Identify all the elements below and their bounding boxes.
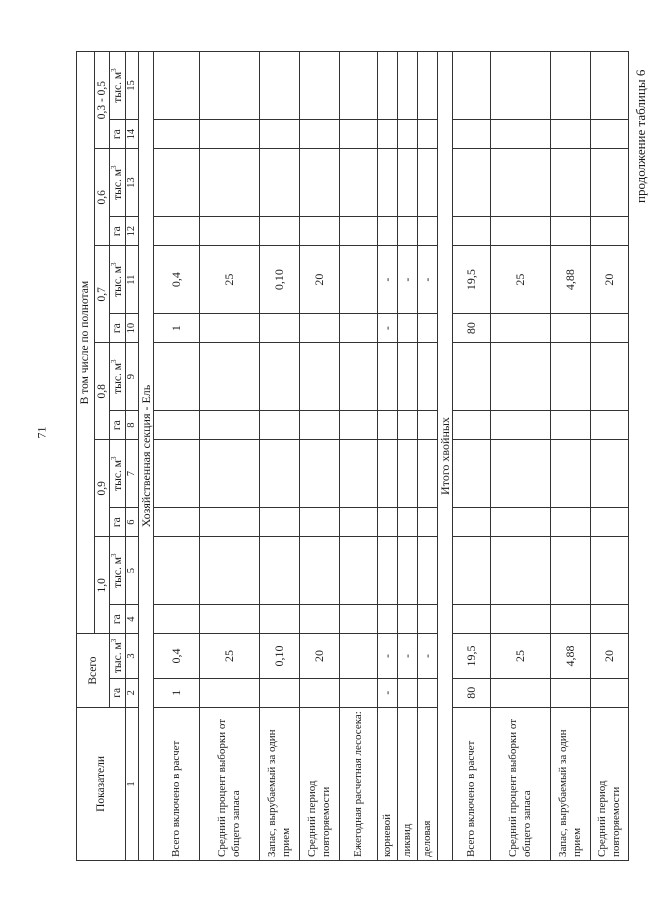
column-number: 12 (126, 217, 139, 246)
table-cell: 19,5 (453, 246, 491, 314)
row-label: Ежегодная расчетная лесосека: (340, 707, 378, 860)
unit-volume: тыс. $м^3$ (110, 52, 126, 120)
table-cell (200, 411, 260, 440)
column-number: 13 (126, 149, 139, 217)
row-label: Запас, вырубаемый за один прием (260, 707, 300, 860)
density-header: 0,8 (95, 343, 110, 440)
table-cell (200, 52, 260, 120)
table-cell (300, 217, 340, 246)
table-cell (340, 440, 378, 508)
table-cell (378, 508, 398, 537)
table-cell (491, 314, 551, 343)
table-cell (260, 508, 300, 537)
header-indicators: Показатели (77, 707, 126, 860)
table-cell (491, 149, 551, 217)
table-cell (491, 508, 551, 537)
table-cell (491, 678, 551, 707)
column-number: 2 (126, 678, 139, 707)
table-cell (200, 678, 260, 707)
table-cell (453, 120, 491, 149)
table-cell (418, 149, 438, 217)
table-row (260, 52, 300, 861)
table-cell: 0,4 (154, 634, 200, 678)
table-cell: 4,88 (551, 246, 591, 314)
column-number: 11 (126, 246, 139, 314)
table-cell (340, 314, 378, 343)
page-number: 71 (34, 426, 49, 439)
section-row (139, 52, 154, 861)
header-total: Всего (77, 634, 110, 708)
section-title: Хозяйственная секция - Ель (139, 52, 154, 861)
unit-volume: тыс. $м^3$ (110, 440, 126, 508)
table-cell: 20 (300, 246, 340, 314)
table-row (491, 52, 551, 861)
table-cell (340, 246, 378, 314)
column-number: 15 (126, 52, 139, 120)
table-cell (340, 537, 378, 605)
table-cell (260, 440, 300, 508)
table-row (453, 52, 491, 861)
table-cell (340, 411, 378, 440)
table-cell (154, 52, 200, 120)
table-cell (200, 440, 260, 508)
row-label: корневой (378, 707, 398, 860)
unit-ha: га (110, 508, 126, 537)
row-label: Всего включено в расчет (453, 707, 491, 860)
table-cell (551, 537, 591, 605)
table-cell (591, 52, 629, 120)
table-cell (398, 411, 418, 440)
table-cell (491, 343, 551, 411)
table-cell (551, 508, 591, 537)
table-cell (551, 605, 591, 634)
table-cell (418, 440, 438, 508)
column-number: 5 (126, 537, 139, 605)
table-cell (378, 149, 398, 217)
unit-volume: тыс. $м^3$ (110, 343, 126, 411)
unit-volume: тыс. $м^3$ (110, 634, 126, 678)
table-cell (591, 508, 629, 537)
table-cell (340, 605, 378, 634)
table-cell (551, 411, 591, 440)
table-cell (591, 411, 629, 440)
density-header: 0,3 - 0,5 (95, 52, 110, 149)
table-cell (453, 440, 491, 508)
table-cell (340, 508, 378, 537)
table-cell: 1 (154, 678, 200, 707)
table-cell (591, 605, 629, 634)
table-cell (200, 537, 260, 605)
table-cell (340, 120, 378, 149)
table-cell (551, 52, 591, 120)
unit-cube: 3 (109, 456, 118, 460)
row-label: ликвид (398, 707, 418, 860)
table-cell: 80 (453, 678, 491, 707)
table-cell (491, 440, 551, 508)
table-cell: 1 (154, 314, 200, 343)
table-cell (200, 217, 260, 246)
row-label: Средний процент выборки от общего запаса (491, 707, 551, 860)
table-cell (300, 440, 340, 508)
table-cell (418, 343, 438, 411)
unit-cube: 3 (109, 359, 118, 363)
table-cell (340, 217, 378, 246)
table-cell (398, 52, 418, 120)
unit-ha: га (110, 120, 126, 149)
table-cell (591, 314, 629, 343)
table-cell (154, 149, 200, 217)
table-cell (551, 678, 591, 707)
table-cell (154, 217, 200, 246)
table-cell: 20 (300, 634, 340, 678)
unit-cube: 3 (109, 553, 118, 557)
table-cell (418, 537, 438, 605)
column-number: 9 (126, 343, 139, 411)
table-cell (591, 537, 629, 605)
table-cell (340, 343, 378, 411)
table-cell (398, 508, 418, 537)
table-cell (453, 537, 491, 605)
table-row (398, 52, 418, 861)
table-cell (491, 217, 551, 246)
table-cell (453, 217, 491, 246)
table-cell (591, 440, 629, 508)
table-row (418, 52, 438, 861)
table-cell (260, 678, 300, 707)
density-header: 0,7 (95, 246, 110, 343)
column-number: 10 (126, 314, 139, 343)
table-cell: - (398, 246, 418, 314)
table-cell (398, 120, 418, 149)
section-row (438, 52, 453, 861)
table-cell (418, 678, 438, 707)
table-cell: 0,10 (260, 634, 300, 678)
unit-volume: тыс. $м^3$ (110, 246, 126, 314)
table-body (139, 52, 629, 861)
table-cell: - (378, 634, 398, 678)
unit-volume: тыс. $м^3$ (110, 537, 126, 605)
table-cell (200, 149, 260, 217)
unit-ha: га (110, 605, 126, 634)
rotated-table-container (76, 51, 622, 861)
table-cell: 25 (491, 246, 551, 314)
table-cell (260, 605, 300, 634)
table-cell (260, 52, 300, 120)
table-cell (200, 343, 260, 411)
table-cell (398, 440, 418, 508)
table-cell: 25 (200, 246, 260, 314)
table-cell (300, 120, 340, 149)
table-cell (378, 217, 398, 246)
table-cell (453, 411, 491, 440)
table-cell (398, 537, 418, 605)
table-cell: - (378, 314, 398, 343)
table-cell (200, 314, 260, 343)
table-cell (260, 217, 300, 246)
table-cell: - (418, 246, 438, 314)
column-number: 4 (126, 605, 139, 634)
column-number: 3 (126, 634, 139, 678)
table-cell (200, 605, 260, 634)
table-row (551, 52, 591, 861)
table-cell (491, 52, 551, 120)
table-cell (453, 149, 491, 217)
table-cell (378, 440, 398, 508)
table-cell (551, 149, 591, 217)
table-cell (378, 343, 398, 411)
table-cell (154, 537, 200, 605)
unit-cube: 3 (109, 262, 118, 266)
table-cell (398, 314, 418, 343)
table-cell (551, 440, 591, 508)
table-cell (418, 314, 438, 343)
table-cell: 25 (491, 634, 551, 678)
table-cell: 20 (591, 246, 629, 314)
table-cell (300, 52, 340, 120)
table-cell: 0,10 (260, 246, 300, 314)
table-cell (300, 314, 340, 343)
row-label: деловая (418, 707, 438, 860)
column-number: 14 (126, 120, 139, 149)
table-row (154, 52, 200, 861)
table-cell: 25 (200, 634, 260, 678)
table-cell (453, 508, 491, 537)
column-number: 6 (126, 508, 139, 537)
header-by-density: В том числе по полнотам (77, 52, 95, 634)
table-cell (154, 440, 200, 508)
table-cell (154, 343, 200, 411)
table-row (300, 52, 340, 861)
table-row (200, 52, 260, 861)
table-cell (260, 411, 300, 440)
table-cell: - (378, 678, 398, 707)
table-cell (378, 120, 398, 149)
table-cell (378, 52, 398, 120)
table-cell (591, 120, 629, 149)
table-row (591, 52, 629, 861)
table-cell (453, 52, 491, 120)
unit-cube: 3 (109, 638, 118, 643)
table-cell (491, 411, 551, 440)
table-cell (340, 634, 378, 678)
table-cell (154, 508, 200, 537)
table-cell (260, 343, 300, 411)
table-cell (378, 537, 398, 605)
table-cell (551, 217, 591, 246)
table-cell: 20 (591, 634, 629, 678)
column-number: 7 (126, 440, 139, 508)
table-cell (551, 120, 591, 149)
table-cell (418, 411, 438, 440)
table-cell (453, 343, 491, 411)
density-header: 0,6 (95, 149, 110, 246)
density-header: 0,9 (95, 440, 110, 537)
unit-cube: 3 (109, 68, 118, 72)
column-number-row (126, 52, 139, 861)
table-cell: 0,4 (154, 246, 200, 314)
table-cell (300, 537, 340, 605)
table-cell (453, 605, 491, 634)
table-cell (398, 149, 418, 217)
table-cell (340, 678, 378, 707)
table-cell (398, 605, 418, 634)
table-cell (418, 605, 438, 634)
table-cell (300, 149, 340, 217)
table-cell (154, 120, 200, 149)
table-cell (300, 343, 340, 411)
table-cell (591, 217, 629, 246)
row-label: Средний период повторяемости (591, 707, 629, 860)
table-cell (200, 508, 260, 537)
table-cell (154, 605, 200, 634)
table-cell (340, 149, 378, 217)
table-cell (378, 411, 398, 440)
table-cell (260, 149, 300, 217)
table-cell: 19,5 (453, 634, 491, 678)
unit-ha: га (110, 314, 126, 343)
unit-ha: га (110, 411, 126, 440)
table-cell: - (398, 634, 418, 678)
table-cell (378, 605, 398, 634)
table-cell (418, 120, 438, 149)
table-row (340, 52, 378, 861)
table-cell (491, 605, 551, 634)
unit-volume: тыс. $м^3$ (110, 149, 126, 217)
table-cell (260, 314, 300, 343)
table-cell: 4,88 (551, 634, 591, 678)
column-number: 8 (126, 411, 139, 440)
table-cell (591, 343, 629, 411)
table-cell (300, 605, 340, 634)
forest-table (76, 51, 629, 861)
continuation-caption: продолжение таблицы 6 (633, 69, 648, 203)
table-cell (340, 52, 378, 120)
table-cell (398, 343, 418, 411)
row-label: Всего включено в расчет (154, 707, 200, 860)
table-cell (200, 120, 260, 149)
table-cell (418, 217, 438, 246)
table-cell (300, 678, 340, 707)
column-number: 1 (126, 707, 139, 860)
table-cell (591, 678, 629, 707)
table-cell (591, 149, 629, 217)
table-cell (260, 120, 300, 149)
table-cell (418, 508, 438, 537)
row-label: Средний период повторяемости (300, 707, 340, 860)
unit-ha: га (110, 678, 126, 707)
table-cell (491, 120, 551, 149)
table-cell (398, 678, 418, 707)
table-cell (551, 343, 591, 411)
unit-cube: 3 (109, 165, 118, 169)
section-title: Итого хвойных (438, 52, 453, 861)
table-cell (491, 537, 551, 605)
table-cell (398, 217, 418, 246)
table-cell (300, 411, 340, 440)
table-cell: - (378, 246, 398, 314)
table-cell (551, 314, 591, 343)
table-row (378, 52, 398, 861)
row-label: Запас, вырубаемый за один прием (551, 707, 591, 860)
table-cell (300, 508, 340, 537)
unit-ha: га (110, 217, 126, 246)
row-label: Средний процент выборки от общего запаса (200, 707, 260, 860)
table-cell (154, 411, 200, 440)
table-cell (418, 52, 438, 120)
density-header: 1,0 (95, 537, 110, 634)
table-cell (260, 537, 300, 605)
table-cell: 80 (453, 314, 491, 343)
table-cell: - (418, 634, 438, 678)
